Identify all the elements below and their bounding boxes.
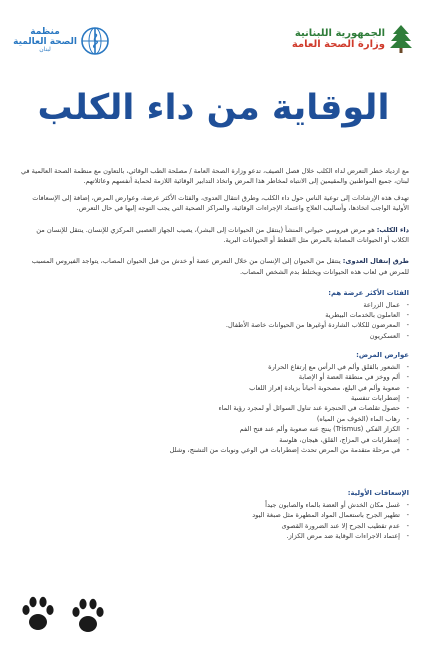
transmission-paragraph (17, 256, 409, 277)
risk-groups-list (17, 300, 409, 342)
list-item: - إضطرابات في المزاج، القلق، هيجان، هلوسة (17, 435, 409, 445)
list-item: - تطهير الجرح باستعمال المواد المطهرة مثل صبغة اليود (17, 510, 409, 520)
who-label-country: لبنان (39, 46, 51, 54)
risk-groups-heading: الفئات الأكثر عرضة هم: (328, 289, 409, 298)
symptoms-heading: عوارض المرض: (356, 351, 409, 360)
list-item: - صعوبة وألم في البلع، مصحوبة أحياناً بزيادة إفراز اللعاب (17, 383, 409, 393)
list-item: - العسكريون (17, 331, 409, 341)
first-aid-heading: الإسعافات الأولية: (347, 489, 409, 498)
moph-logo (263, 22, 413, 56)
list-item: - إعتماد الاجراءات الوقاية ضد مرض الكزاز. (17, 531, 409, 541)
list-item: - العاملون بالخدمات البيطرية (17, 310, 409, 320)
list-item: - إضطرابات تنفسية (17, 393, 409, 403)
who-label-line1: منظمة (30, 27, 60, 38)
list-item: - المعرضون للكلاب الشاردة أوغيرها من الحيوانات خاصة الأطفال. (17, 320, 409, 330)
list-item: - عدم تقطيب الجرح إلا عند الضرورة القصوى (17, 521, 409, 531)
list-item: - الكزاز الفكي (Trismus) ينتج عنه صعوبة وألم عند فتح الفم (17, 424, 409, 434)
republic-label: الجمهورية اللبنانية (294, 27, 385, 39)
first-aid-list (17, 500, 409, 542)
list-item: - حصول تقلصات في الحنجرة عند تناول السوائل أو لمجرد رؤية الماء (17, 403, 409, 413)
list-item: - في مرحلة متقدمة من المرض تحدث إضطرابات في الوعي ونوبات من التشنج، وشلل (17, 445, 409, 455)
who-emblem-icon (80, 26, 110, 56)
body-content (17, 166, 409, 550)
definition-paragraph (17, 225, 409, 246)
symptoms-list (17, 362, 409, 456)
intro-paragraph-1: مع ازدياد خطر التعرض لداء الكلب خلال فصل الصيف، تدعو وزارة الصحة العامة / مصلحة الطب الوقائي، بالتعاون مع منظمة الصحة العالمية في لبنان، جميع المواطنين والمقيمين إلى الانتباه لمخاطر هذا المرض واتخاذ التدابير الوقائية اللازمة لحماية أنفسهم وعائلاتهم. (20, 167, 409, 186)
who-logo (10, 20, 110, 62)
paw-print-icon (22, 597, 53, 630)
cedar-icon (389, 24, 413, 54)
who-label-line2: الصحة العالمية (13, 36, 77, 47)
ministry-label: وزارة الصحة العامة (291, 39, 385, 50)
list-item: - الشعور بالقلق وألم في الرأس مع إرتفاع الحرارة (17, 362, 409, 372)
transmission-label: طرق إنتقال العدوى: (342, 257, 409, 266)
list-item: - رهاب الماء (الخوف من المياه) (17, 414, 409, 424)
list-item: - عمال الزراعة (17, 300, 409, 310)
intro-paragraph-2: تهدف هذه الإرشادات إلى توعية الناس حول داء الكلب، وطرق انتقال العدوى، والفئات الأكثر عرضة، وعوارض المرض، إضافة إلى الإسعافات الأولية الواجب اتخاذها، وأساليب العلاج واعتماد الإجراءات الوقائية، والمراكز الصحية التي يجب التوجه إليها في حال التعرض. (32, 193, 409, 213)
list-item: - غسل مكان الخدش أو العضة بالماء والصابون جيداً (17, 500, 409, 510)
paw-prints-icon (18, 592, 113, 637)
list-item: - ألم ووخز في منطقة العضة أو الإصابة (17, 372, 409, 382)
paw-print-icon (72, 599, 103, 632)
page-title: الوقاية من داء الكلب (37, 88, 390, 128)
transmission-text: ينتقل من الحيوان إلى الإنسان من خلال التعرض عضة أو خدش من قبل الحيوان المصاب، يتواجد الفيروس المسبب للمرض في لعاب هذه الحيوانات ويختلط بدم الشخص المصاب. (31, 257, 409, 276)
definition-text: هو مرض فيروسي حيواني المنشأ (ينتقل من الحيوانات إلى البشر)، يصيب الجهاز العصبي المركزي للإنسان. ينتقل للإنسان من الكلاب أو الحيوانات المصابة بالمرض مثل القطط أو الحيوانات البرية. (36, 225, 409, 245)
definition-label: داء الكلب: (376, 225, 409, 234)
